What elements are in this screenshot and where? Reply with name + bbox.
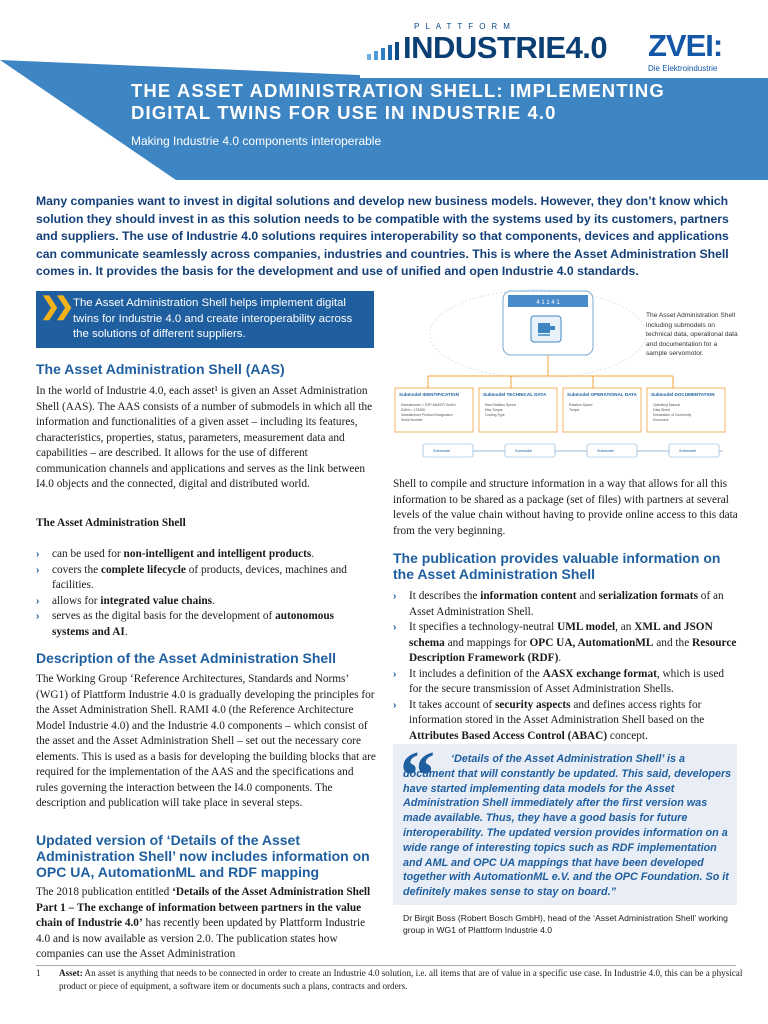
- bullet-icon: ›: [36, 595, 40, 607]
- list-item: › It describes the information content and serialization formats of an Asset Administration Shell.: [393, 590, 724, 618]
- svg-text:Serial Number: Serial Number: [401, 418, 423, 422]
- svg-text:Manufacturer = EXP-MAKER GmbH: Manufacturer = EXP-MAKER GmbH: [401, 403, 456, 407]
- aas-heading: The Asset Administration Shell (AAS): [36, 361, 285, 377]
- svg-text:Submodel: Submodel: [515, 449, 533, 453]
- double-chevron-icon: ❯❯: [40, 293, 69, 320]
- footnote-divider: [36, 965, 736, 966]
- bullet-icon: ›: [36, 549, 40, 560]
- quote-attribution: Dr Birgit Boss (Robert Bosch GmbH), head of the ‘Asset Administration Shell’ working group in WG1 of Plattform Industrie 4.0: [403, 913, 728, 935]
- quote-text: ‘Details of the Asset Administration Shell’ is a document that will constantly be updated. This said, developers have started implementing data models for the Asset Administration Shell immediately after the first version was made available. Thus, they have a good basis for future interoperability. The updated version provides information on a wide range of interesting topics such as RDF implementation and AML and OPC UA mappings that have been developed together with AutomationML e.V. and the OPC Foundation. So it definitely makes sense to stay on board.”: [403, 753, 732, 899]
- callout-box: [36, 291, 374, 348]
- logo-zvei-subtitle: Die Elektroindustrie: [648, 64, 718, 73]
- bullet-icon: ›: [36, 564, 40, 576]
- diagram-bottom-tabs: [423, 444, 719, 457]
- svg-text:Rotation Speed: Rotation Speed: [569, 403, 593, 407]
- bullet-icon: ›: [393, 699, 397, 711]
- svg-text:Max Torque: Max Torque: [485, 408, 503, 412]
- svg-text:Cooling Type: Cooling Type: [485, 413, 505, 417]
- svg-text:Declaration of Conformity: Declaration of Conformity: [653, 413, 692, 417]
- footnote-number: 1: [36, 968, 41, 978]
- svg-text:Submodel OPERATIONAL DATA: Submodel OPERATIONAL DATA: [567, 392, 637, 397]
- svg-text:Document: Document: [653, 418, 669, 422]
- aas-body: In the world of Industrie 4.0, each asset¹ is given an Asset Administration Shell (AAS). The AAS consists of a number of submodels in which all the information and functionalities of a given asset – including its features, characteristics, properties, status, parameters, measurement data and capabilities – are described. It allows for the use of different communication channels and applications and serves as the link between I4.0 objects and the connected, digital and distributed world.: [36, 385, 373, 490]
- diagram-card-technical-data: [479, 388, 557, 432]
- quote-mark-icon: “: [400, 738, 435, 815]
- list-item: › It includes a definition of the AASX exchange format, which is used for the secure transmission of Asset Administration Shells.: [393, 667, 725, 695]
- footnote-text: Asset: An asset is anything that needs to be connected in order to create an Industrie 4.0 solution, i.e. all items that are of value in a specific use case. In Industrie 4.0, this can be a physical product or piece of equipment, a software item or documents such a plans, contracts and orders.: [59, 968, 743, 991]
- diagram-card-operational-data: [563, 388, 641, 432]
- list-item: › It takes account of security aspects and defines access rights for information stored in the Asset Administration Shell based on the Attributes Based Access Control (ABAC) concept.: [393, 698, 705, 742]
- bullet-icon: ›: [393, 622, 397, 633]
- svg-text:Data Sheet: Data Sheet: [653, 408, 670, 412]
- svg-text:Submodel: Submodel: [679, 449, 697, 453]
- svg-text:Submodel IDENTIFICATION: Submodel IDENTIFICATION: [399, 392, 459, 397]
- logo-plattform-text: PLATTFORM: [414, 22, 516, 31]
- bullet-icon: ›: [393, 591, 397, 602]
- diagram-card-documentation: [647, 388, 725, 432]
- list-item: › allows for integrated value chains.: [36, 594, 366, 610]
- page-subtitle: Making Industrie 4.0 components interoperable: [131, 134, 382, 148]
- updated-body: The 2018 publication entitled ‘Details of the Asset Administration Shell Part 1 – The exchange of information between partners in the value chain of Industrie 4.0’ has recently been updated by Plattform Industrie 4.0 and is now available as version 2.0. The publication states how companies can use the Asset Administration: [36, 886, 371, 960]
- logo-bars-icon: [367, 42, 405, 60]
- diagram-top-label: 4 1 1 4 1: [536, 300, 560, 306]
- svg-text:Manufacturer Product Designati: Manufacturer Product Designation: [401, 413, 453, 417]
- svg-text:Submodel: Submodel: [597, 449, 615, 453]
- aas-bullet-list: [36, 547, 366, 640]
- callout-text: The Asset Administration Shell helps implement digital twins for Industrie 4.0 and create interoperability across the solutions of different suppliers.: [73, 297, 353, 340]
- list-item: › serves as the digital basis for the development of autonomous systems and AI.: [36, 610, 335, 638]
- logo-industrie: INDUSTRIE4.0: [403, 30, 608, 65]
- list-item: › covers the complete lifecycle of products, devices, machines and facilities.: [36, 563, 347, 591]
- diagram-caption: The Asset Administration Shell including submodels on technical data, operational data and documentation for a sample servomotor.: [646, 312, 738, 358]
- svg-text:Torque: Torque: [569, 408, 580, 412]
- list-item: › can be used for non-intelligent and intelligent products.: [36, 547, 366, 563]
- publication-bullet-list: [393, 589, 738, 744]
- aas-list-title: The Asset Administration Shell: [36, 517, 186, 529]
- bullet-icon: ›: [393, 668, 397, 680]
- svg-text:Submodel DOCUMENTATION: Submodel DOCUMENTATION: [651, 392, 715, 397]
- publication-heading: The publication provides valuable information on the Asset Administration Shell: [393, 550, 721, 582]
- description-heading: Description of the Asset Administration Shell: [36, 650, 337, 666]
- svg-text:Max Rotation Speed: Max Rotation Speed: [485, 403, 516, 407]
- svg-text:ID#Nr = 123456: ID#Nr = 123456: [401, 408, 426, 412]
- diagram-card-identification: [395, 388, 473, 432]
- shell-continued-body: Shell to compile and structure information in a way that allows for all this information to be shared as a package (set of files) with partners at several levels of the value chain without having to provide online access to this data from the very beginning.: [393, 478, 738, 537]
- page-title: THE ASSET ADMINISTRATION SHELL: IMPLEMENTING DIGITAL TWINS FOR USE IN INDUSTRIE 4.0: [131, 80, 665, 123]
- updated-heading: Updated version of ‘Details of the Asset Administration Shell’ now includes information on OPC UA, AutomationML and RDF mapping: [36, 832, 370, 880]
- list-item: › It specifies a technology-neutral UML model, an XML and JSON schema and mappings for OPC UA, AutomationML and the Resource Description Framework (RDF).: [393, 621, 737, 664]
- bullet-icon: ›: [36, 611, 40, 622]
- svg-text:Submodel: Submodel: [433, 449, 451, 453]
- intro-paragraph: Many companies want to invest in digital solutions and develop new business models. However, they don’t know which solution they should invest in as this solution needs to be compatible with the systems used by its customers, partners and suppliers. The use of Industrie 4.0 solutions requires interoperability so that components, devices and applications can communicate seamlessly across companies, industries and countries. This is where the Asset Administration Shell comes in. It provides the basis for the development and use of unified and open Industrie 4.0 standards.: [36, 194, 729, 278]
- svg-text:Operating Manual: Operating Manual: [653, 403, 680, 407]
- description-body: The Working Group ‘Reference Architectures, Standards and Norms’ (WG1) of Plattform Industrie 4.0 is gradually developing the principles for the Asset Administration Shell. RAMI 4.0 (the Reference Architecture Model Industrie 4.0) and the Industrie 4.0 components – which consist of the asset and the Asset Administration Shell – set out the necessary core elements. This is used as a basis for developing the building blocks that are required for the implementation of the AAS and the specifications and rules governing the interaction between the I4.0 components. The description and publication will take place in several steps.: [36, 673, 376, 809]
- logo-zvei: ZVEI:: [648, 28, 723, 63]
- svg-text:Submodel TECHNICAL DATA: Submodel TECHNICAL DATA: [483, 392, 547, 397]
